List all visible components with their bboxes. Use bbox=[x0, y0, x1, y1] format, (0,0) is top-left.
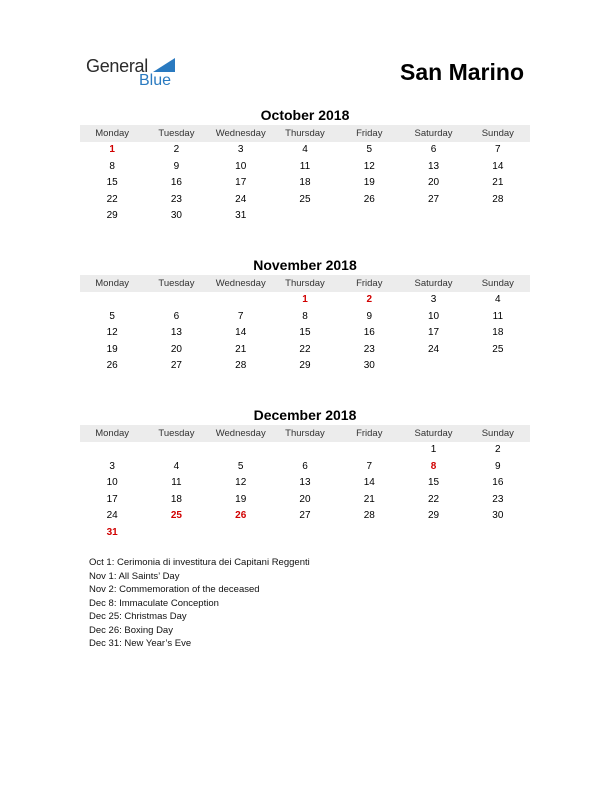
day-cell: 20 bbox=[427, 177, 440, 188]
weekday-label: Sunday bbox=[481, 278, 514, 289]
day-cell bbox=[401, 358, 465, 375]
day-cell bbox=[466, 208, 530, 225]
weekday-label: Tuesday bbox=[158, 278, 195, 289]
logo-general-text: General bbox=[86, 56, 148, 76]
day-cell: 12 bbox=[106, 327, 118, 338]
day-cell: 6 bbox=[430, 144, 437, 155]
day-cell bbox=[144, 292, 208, 309]
holiday-entry: Nov 2: Commemoration of the deceased bbox=[89, 584, 260, 595]
weekday-label: Thursday bbox=[285, 428, 325, 439]
day-cell: 13 bbox=[299, 477, 311, 488]
day-cell: 5 bbox=[366, 144, 373, 155]
day-cell: 21 bbox=[235, 343, 247, 355]
week-row bbox=[80, 459, 530, 476]
day-cell: 12 bbox=[363, 160, 375, 172]
week-row bbox=[80, 142, 530, 159]
day-cell: 11 bbox=[492, 310, 504, 322]
day-cell: 19 bbox=[235, 493, 247, 505]
week-row bbox=[80, 309, 530, 326]
day-cell: 16 bbox=[492, 477, 504, 488]
day-cell: 26 bbox=[106, 360, 118, 371]
week-row bbox=[80, 325, 530, 342]
holiday-day-cell: 31 bbox=[106, 526, 118, 538]
day-cell bbox=[209, 292, 273, 309]
month-october bbox=[80, 106, 530, 225]
weekday-label: Monday bbox=[95, 128, 130, 139]
day-cell: 30 bbox=[363, 360, 375, 371]
day-cell: 3 bbox=[109, 460, 115, 472]
day-cell: 15 bbox=[106, 177, 118, 188]
day-cell: 28 bbox=[235, 360, 247, 371]
day-cell: 24 bbox=[235, 193, 247, 205]
day-cell: 4 bbox=[302, 144, 308, 155]
day-cell: 3 bbox=[237, 144, 244, 155]
day-cell: 3 bbox=[430, 294, 437, 305]
weekday-label: Wednesday bbox=[215, 278, 266, 289]
day-cell: 8 bbox=[302, 310, 308, 322]
day-cell bbox=[273, 208, 337, 225]
day-cell: 9 bbox=[366, 310, 373, 322]
day-cell: 14 bbox=[363, 477, 375, 488]
day-cell: 5 bbox=[237, 460, 244, 472]
day-cell: 24 bbox=[106, 510, 118, 521]
day-cell: 22 bbox=[427, 493, 440, 505]
day-cell: 29 bbox=[299, 360, 311, 371]
weekday-label: Saturday bbox=[414, 428, 453, 439]
day-cell: 15 bbox=[427, 477, 440, 488]
day-cell: 16 bbox=[170, 177, 182, 188]
day-cell bbox=[466, 358, 530, 375]
day-cell: 6 bbox=[302, 460, 308, 472]
week-row bbox=[80, 192, 530, 209]
day-cell: 12 bbox=[235, 477, 247, 488]
weekday-label: Monday bbox=[95, 428, 130, 439]
day-cell bbox=[209, 525, 273, 542]
weekday-label: Tuesday bbox=[158, 128, 195, 139]
day-cell: 2 bbox=[495, 444, 501, 455]
week-row bbox=[80, 159, 530, 176]
day-cell bbox=[273, 525, 337, 542]
day-cell bbox=[337, 208, 401, 225]
day-cell: 28 bbox=[492, 193, 504, 205]
logo-blue-text: Blue bbox=[139, 72, 172, 89]
day-cell: 26 bbox=[363, 193, 375, 205]
day-cell: 13 bbox=[427, 160, 440, 172]
week-row bbox=[80, 292, 530, 309]
day-cell bbox=[466, 525, 530, 542]
day-cell: 10 bbox=[427, 310, 440, 322]
day-cell: 1 bbox=[430, 444, 437, 455]
week-row bbox=[80, 492, 530, 509]
day-cell bbox=[80, 292, 144, 309]
week-row bbox=[80, 475, 530, 492]
week-row bbox=[80, 508, 530, 525]
day-cell: 5 bbox=[109, 310, 115, 322]
day-cell: 23 bbox=[492, 493, 504, 505]
day-cell: 22 bbox=[299, 343, 311, 355]
holiday-day-cell: 8 bbox=[430, 460, 437, 472]
day-cell: 14 bbox=[492, 160, 504, 172]
weekday-header bbox=[80, 425, 530, 442]
country-title: San Marino bbox=[400, 59, 524, 85]
day-cell: 18 bbox=[170, 493, 182, 505]
day-cell: 4 bbox=[173, 460, 180, 472]
month-title: December 2018 bbox=[253, 407, 357, 423]
day-cell: 17 bbox=[106, 493, 118, 505]
day-cell bbox=[401, 208, 465, 225]
day-cell: 30 bbox=[170, 210, 182, 221]
week-row bbox=[80, 358, 530, 375]
weekday-label: Saturday bbox=[414, 128, 453, 139]
day-cell: 24 bbox=[427, 343, 440, 355]
generalblue-logo bbox=[86, 56, 196, 96]
day-cell bbox=[144, 442, 208, 459]
holiday-entry: Dec 31: New Year’s Eve bbox=[89, 638, 192, 649]
day-cell: 8 bbox=[109, 160, 115, 172]
month-november bbox=[80, 256, 530, 375]
weekday-header bbox=[80, 125, 530, 142]
day-cell bbox=[401, 525, 465, 542]
day-cell: 13 bbox=[170, 327, 182, 338]
holiday-list bbox=[89, 556, 310, 651]
holiday-entry: Dec 8: Immaculate Conception bbox=[89, 597, 219, 609]
weekday-label: Friday bbox=[356, 128, 383, 139]
day-cell bbox=[80, 442, 144, 459]
holiday-entry: Dec 25: Christmas Day bbox=[89, 611, 187, 622]
day-cell: 2 bbox=[173, 144, 180, 155]
holiday-day-cell: 1 bbox=[109, 144, 115, 155]
month-title: October 2018 bbox=[260, 107, 350, 123]
holiday-entry: Dec 26: Boxing Day bbox=[89, 624, 173, 636]
day-cell: 19 bbox=[106, 343, 118, 355]
weekday-label: Thursday bbox=[285, 278, 325, 289]
day-cell: 7 bbox=[366, 460, 373, 472]
day-cell: 10 bbox=[106, 477, 118, 488]
day-cell bbox=[273, 442, 337, 459]
day-cell: 23 bbox=[363, 343, 375, 355]
day-cell: 7 bbox=[495, 144, 501, 155]
day-cell: 17 bbox=[235, 177, 247, 188]
holiday-day-cell: 26 bbox=[235, 510, 247, 521]
day-cell: 21 bbox=[492, 177, 504, 188]
day-cell: 22 bbox=[106, 193, 118, 205]
week-row bbox=[80, 525, 530, 542]
weekday-label: Sunday bbox=[481, 128, 514, 139]
weekday-label: Sunday bbox=[481, 428, 514, 439]
day-cell: 29 bbox=[106, 210, 118, 221]
day-cell: 20 bbox=[299, 493, 311, 505]
day-cell bbox=[144, 525, 208, 542]
weekday-label: Wednesday bbox=[215, 428, 266, 439]
day-cell: 16 bbox=[363, 327, 375, 338]
weekday-label: Monday bbox=[95, 278, 130, 289]
day-cell: 29 bbox=[427, 510, 440, 521]
day-cell bbox=[209, 442, 273, 459]
day-cell: 20 bbox=[170, 343, 182, 355]
weekday-label: Wednesday bbox=[215, 128, 266, 139]
weekday-label: Friday bbox=[356, 428, 383, 439]
holiday-day-cell: 2 bbox=[366, 294, 373, 305]
day-cell: 30 bbox=[492, 510, 504, 521]
day-cell: 9 bbox=[173, 160, 180, 172]
day-cell: 19 bbox=[363, 177, 375, 188]
day-cell: 10 bbox=[235, 160, 247, 172]
day-cell bbox=[337, 525, 401, 542]
day-cell bbox=[337, 442, 401, 459]
week-row bbox=[80, 175, 530, 192]
day-cell: 27 bbox=[170, 360, 182, 371]
day-cell: 17 bbox=[427, 327, 440, 338]
month-title: November 2018 bbox=[253, 257, 357, 273]
weekday-label: Thursday bbox=[285, 128, 325, 139]
day-cell: 11 bbox=[171, 477, 182, 488]
holiday-day-cell: 1 bbox=[302, 294, 308, 305]
holiday-day-cell: 25 bbox=[170, 510, 182, 521]
day-cell: 31 bbox=[235, 210, 247, 221]
day-cell: 9 bbox=[495, 460, 501, 472]
day-cell: 25 bbox=[299, 193, 311, 205]
day-cell: 23 bbox=[170, 193, 182, 205]
week-row bbox=[80, 442, 530, 459]
day-cell: 28 bbox=[363, 510, 375, 521]
day-cell: 4 bbox=[495, 294, 501, 305]
month-december bbox=[80, 406, 530, 541]
logo-triangle-icon bbox=[153, 58, 175, 72]
day-cell: 7 bbox=[237, 310, 244, 322]
day-cell: 11 bbox=[299, 160, 311, 172]
weekday-label: Tuesday bbox=[158, 428, 195, 439]
day-cell: 27 bbox=[299, 510, 311, 521]
weekday-label: Saturday bbox=[414, 278, 453, 289]
day-cell: 6 bbox=[173, 310, 180, 322]
day-cell: 18 bbox=[299, 177, 311, 188]
day-cell: 25 bbox=[492, 343, 504, 355]
day-cell: 14 bbox=[235, 327, 247, 338]
holiday-entry: Nov 1: All Saints’ Day bbox=[89, 570, 180, 582]
weekday-header bbox=[80, 275, 530, 292]
day-cell: 18 bbox=[492, 327, 504, 338]
day-cell: 21 bbox=[363, 493, 375, 505]
week-row bbox=[80, 342, 530, 359]
day-cell: 15 bbox=[299, 327, 311, 338]
day-cell: 27 bbox=[427, 193, 440, 205]
holiday-entry: Oct 1: Cerimonia di investitura dei Capitani Reggenti bbox=[89, 557, 310, 568]
week-row bbox=[80, 208, 530, 225]
weekday-label: Friday bbox=[356, 278, 383, 289]
